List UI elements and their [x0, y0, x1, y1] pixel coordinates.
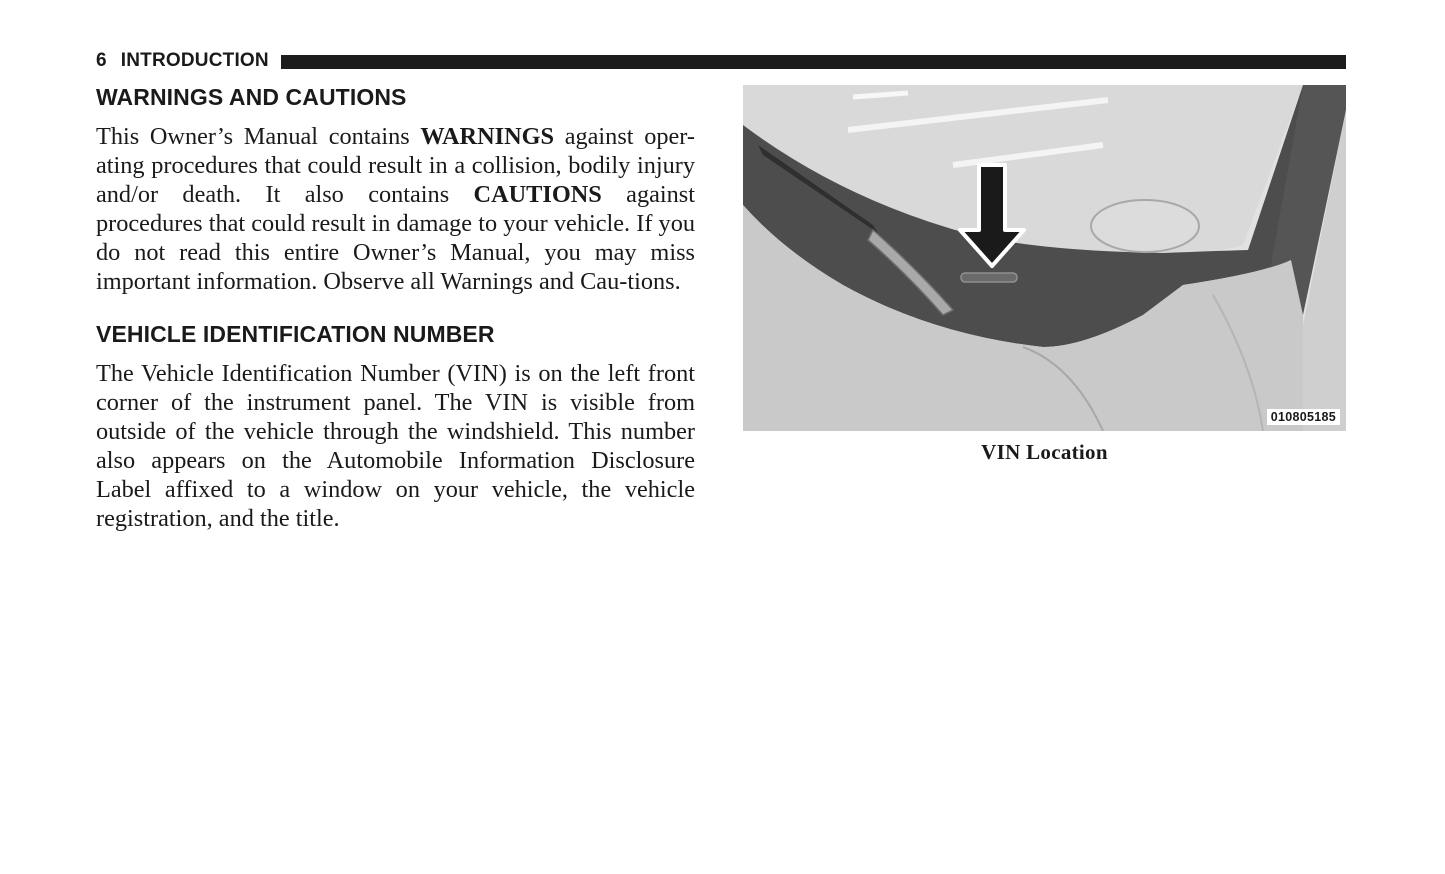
- vin-section: [96, 321, 695, 533]
- warnings-section: [96, 84, 695, 296]
- vin-location-figure: [743, 85, 1346, 431]
- windshield-illustration: [743, 85, 1346, 431]
- vin-heading: VEHICLE IDENTIFICATION NUMBER: [96, 321, 495, 347]
- text-column: [96, 84, 695, 533]
- warnings-heading: WARNINGS AND CAUTIONS: [96, 84, 407, 110]
- warnings-term: WARNINGS: [420, 123, 555, 150]
- figure-id: 010805185: [1267, 409, 1340, 425]
- header-rule: [281, 55, 1346, 69]
- section-title: INTRODUCTION: [120, 50, 269, 71]
- cautions-term: CAUTIONS: [473, 181, 602, 208]
- figure-caption: VIN Location: [981, 440, 1108, 464]
- running-header: [96, 50, 1346, 72]
- page-number: 6: [96, 50, 107, 71]
- warnings-paragraph: This Owner’s Manual contains WARNINGS against oper-ating procedures that could result in a collision, bodily injury and/or death. It also contains CAUTIONS against procedures that could result in damage to your vehicle. If you do not read this entire Owner’s Manual, you may miss important information. Observe all Warnings and Cau-tions.: [96, 123, 696, 295]
- vin-paragraph: The Vehicle Identification Number (VIN) is on the left front corner of the instrument panel. The VIN is visible from outside of the vehicle through the windshield. This number also appears on the Automobile Information Disclosure Label affixed to a window on your vehicle, the vehicle registration, and the title.: [96, 360, 695, 532]
